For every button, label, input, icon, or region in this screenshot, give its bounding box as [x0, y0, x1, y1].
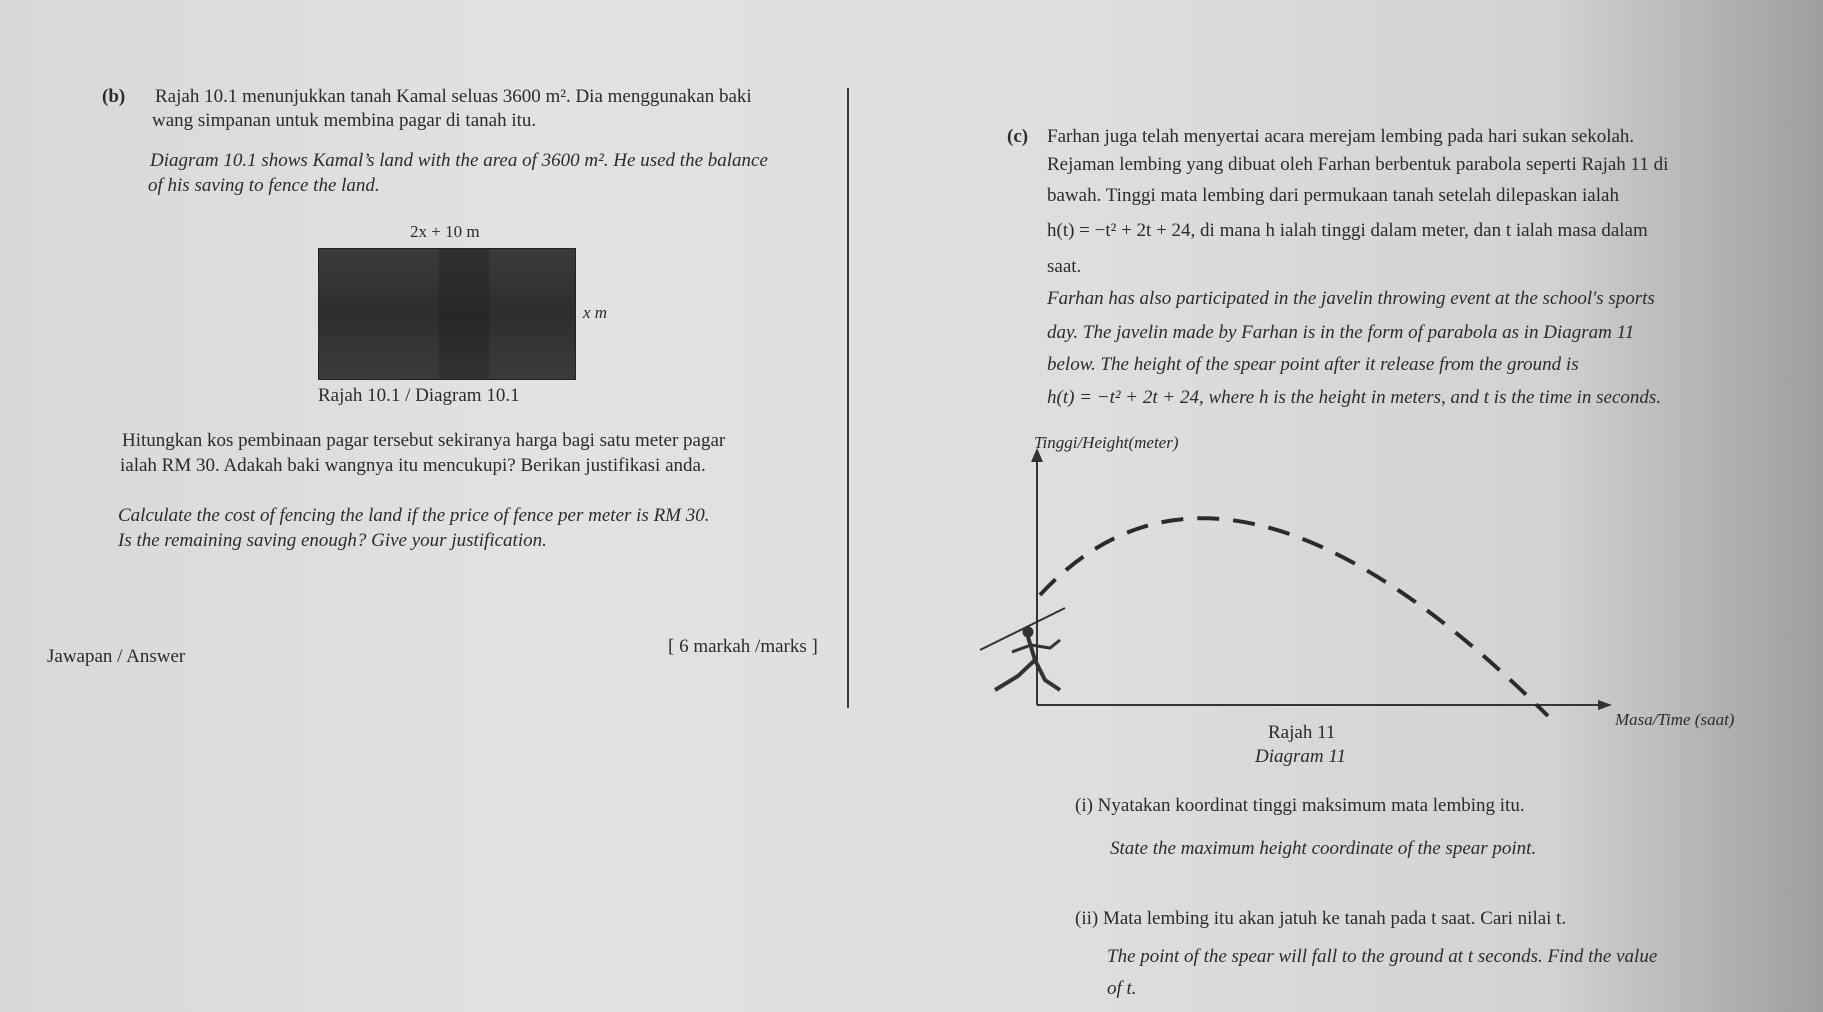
diagram-10-1-caption: Rajah 10.1 / Diagram 10.1: [318, 385, 520, 406]
question-c-ii-ms: (ii) Mata lembing itu akan jatuh ke tanah pada t saat. Cari nilai t.: [1075, 908, 1567, 929]
graph-x-axis-label: Masa/Time (saat): [1615, 710, 1735, 729]
question-b-ms-2: ialah RM 30. Adakah baki wangnya itu mencukupi? Berikan justifikasi anda.: [120, 455, 706, 476]
graph-y-axis-label: Tinggi/Height(meter): [1034, 433, 1179, 452]
land-width-label: 2x + 10 m: [410, 222, 480, 241]
part-b-text-en-2: of his saving to fence the land.: [148, 175, 380, 196]
y-axis-arrow-icon: [1031, 448, 1043, 462]
diagram-11-caption-ms: Rajah 11: [1268, 722, 1336, 743]
part-c-ms-3: bawah. Tinggi mata lembing dari permukaan tanah setelah dilepaskan ialah: [1047, 185, 1619, 206]
part-b-text-en-1: Diagram 10.1 shows Kamal’s land with the area of 3600 m². He used the balance: [150, 150, 768, 171]
question-b-en-1: Calculate the cost of fencing the land if the price of fence per meter is RM 30.: [118, 505, 710, 526]
question-c-ii-en-2: of t.: [1107, 978, 1137, 999]
question-c-ii-en-1: The point of the spear will fall to the ground at t seconds. Find the value: [1107, 946, 1658, 967]
part-b-label: (b): [102, 86, 126, 107]
question-b-ms-1: Hitungkan kos pembinaan pagar tersebut sekiranya harga bagi satu meter pagar: [122, 430, 726, 451]
question-c-i-en: State the maximum height coordinate of the spear point.: [1110, 838, 1537, 859]
part-c-label: (c): [1007, 126, 1029, 147]
part-c-ms-2: Rejaman lembing yang dibuat oleh Farhan berbentuk parabola seperti Rajah 11 di: [1047, 154, 1669, 175]
part-c-ms-4: h(t) = −t² + 2t + 24, di mana h ialah tinggi dalam meter, dan t ialah masa dalam: [1047, 220, 1648, 241]
part-c-en-1: Farhan has also participated in the javelin throwing event at the school's sports: [1047, 288, 1655, 309]
part-c-en-3: below. The height of the spear point after it release from the ground is: [1047, 354, 1579, 375]
question-b-en-2: Is the remaining saving enough? Give your justification.: [118, 530, 547, 551]
answer-label: Jawapan / Answer: [47, 646, 186, 667]
question-c-i-ms: (i) Nyatakan koordinat tinggi maksimum mata lembing itu.: [1075, 795, 1525, 816]
part-b-text-ms-1: Rajah 10.1 menunjukkan tanah Kamal seluas 3600 m². Dia menggunakan baki: [155, 86, 752, 107]
part-b-text-ms-2: wang simpanan untuk membina pagar di tanah itu.: [152, 110, 537, 131]
marks-label: [ 6 markah /marks ]: [668, 636, 818, 657]
javelin-trajectory: [1040, 518, 1548, 716]
x-axis-arrow-icon: [1598, 700, 1612, 710]
part-c-ms-5: saat.: [1047, 256, 1082, 277]
part-c-ms-1: Farhan juga telah menyertai acara merejam lembing pada hari sukan sekolah.: [1047, 126, 1635, 147]
diagram-11-caption-en: Diagram 11: [1255, 746, 1346, 767]
land-height-label: x m: [583, 303, 608, 322]
part-c-en-2: day. The javelin made by Farhan is in the form of parabola as in Diagram 11: [1047, 322, 1635, 343]
javelin-thrower-icon: [980, 608, 1065, 690]
part-c-en-4: h(t) = −t² + 2t + 24, where h is the height in meters, and t is the time in seconds.: [1047, 387, 1662, 408]
